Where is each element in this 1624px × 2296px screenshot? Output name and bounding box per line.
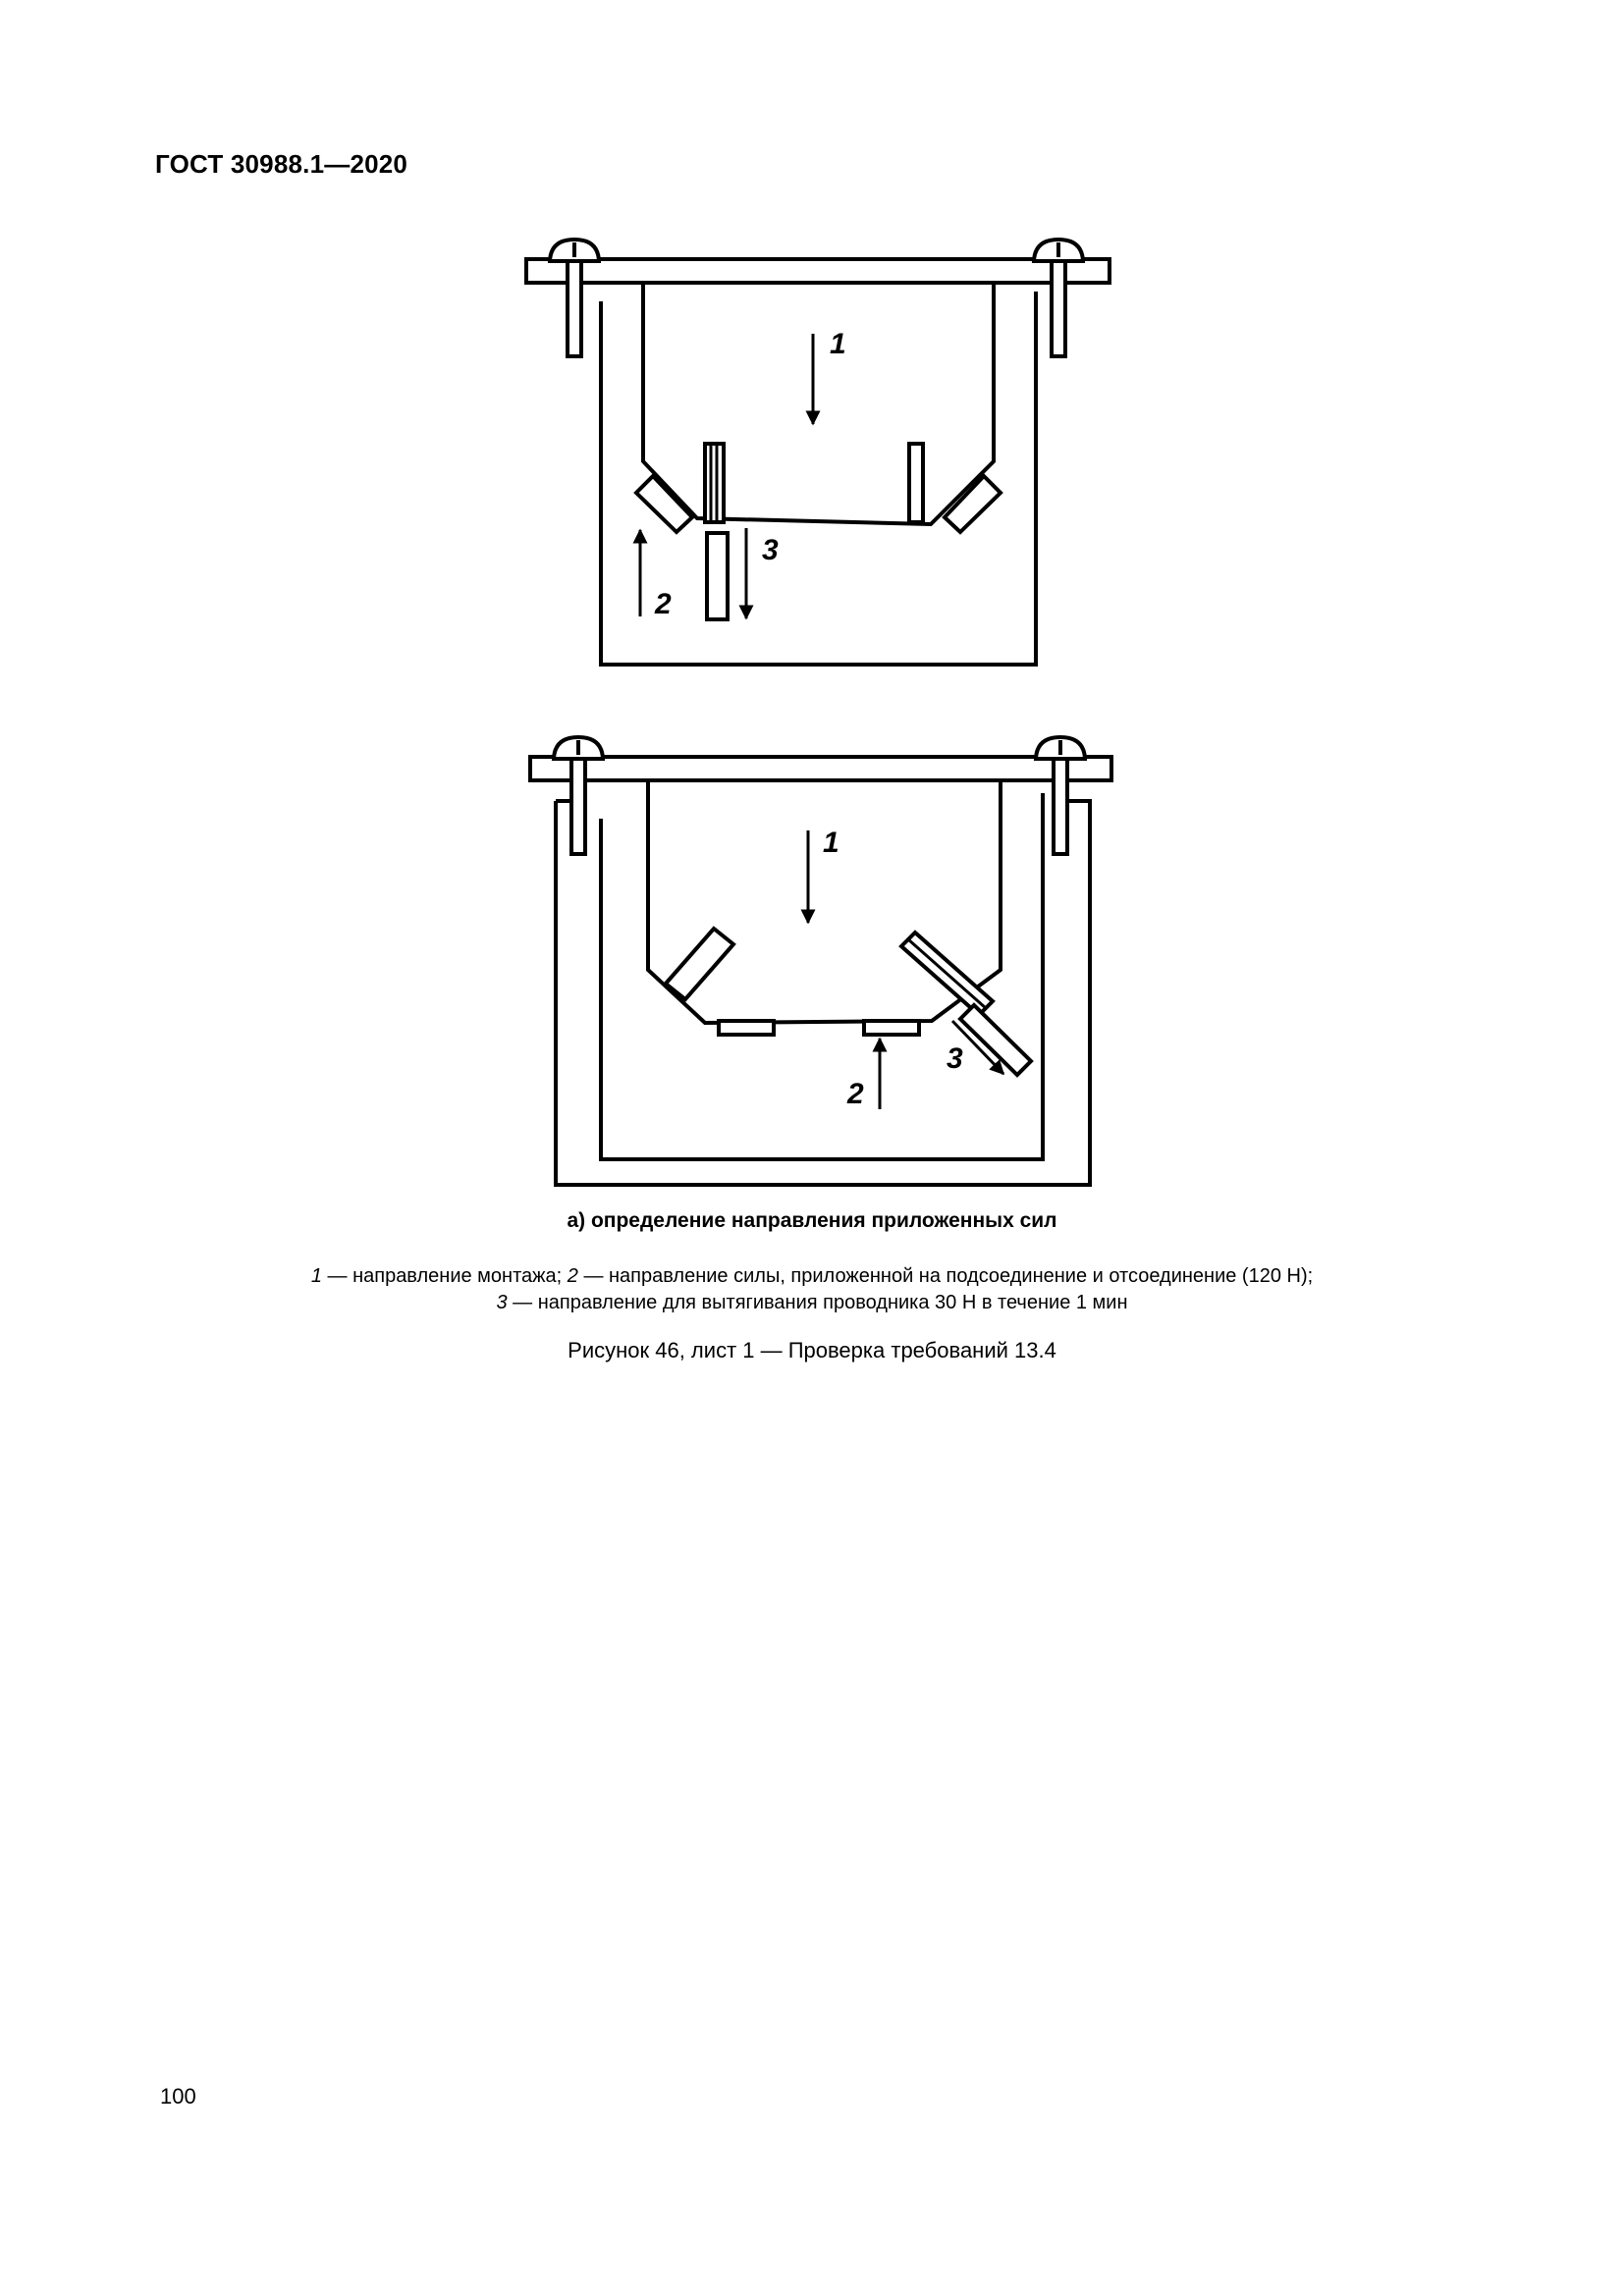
legend-line-2 [0,1290,1624,1316]
figure-caption: Рисунок 46, лист 1 — Проверка требований 13.4 [568,1338,1056,1362]
lower-left-screw [554,737,603,854]
upper-conductor [707,533,728,619]
legend-text-1: — направление монтажа; [321,1265,568,1287]
page-number: 100 [160,2084,196,2109]
upper-drawing [526,240,1110,665]
legend-text-3: — направление для вытягивания проводника 30 Н в течение 1 мин [507,1292,1128,1313]
figure-legend [0,1263,1624,1316]
upper-right-screw [1034,240,1083,356]
lower-label-2: 2 [847,1078,864,1110]
legend-key-2: 2 [567,1265,578,1287]
lower-inner-box [601,793,1043,1159]
legend-key-1: 1 [310,1265,322,1287]
lower-right-pad [864,1021,919,1035]
legend-text-2: — направление силы, приложенной на подсоединение и отсоединение (120 Н); [577,1265,1314,1287]
lower-label-1: 1 [823,827,839,859]
upper-inner-bar [909,444,923,522]
upper-left-screw [550,240,599,356]
upper-label-1: 1 [830,328,846,360]
legend-line-1 [0,1263,1624,1290]
lower-left-pad [719,1021,774,1035]
lower-label-3: 3 [947,1042,963,1075]
figure-subcaption: а) определение направления приложенных сил [567,1209,1057,1232]
lower-left-terminal [666,929,733,999]
upper-label-3: 3 [762,534,779,566]
upper-label-2: 2 [655,588,672,620]
legend-key-3: 3 [496,1292,508,1313]
lower-drawing [530,737,1111,1185]
upper-device-body [643,283,994,524]
upper-mounting-plate [526,259,1110,283]
lower-mounting-plate [530,757,1111,780]
document-header: ГОСТ 30988.1—2020 [155,149,408,179]
upper-conductor-grip [705,444,724,522]
